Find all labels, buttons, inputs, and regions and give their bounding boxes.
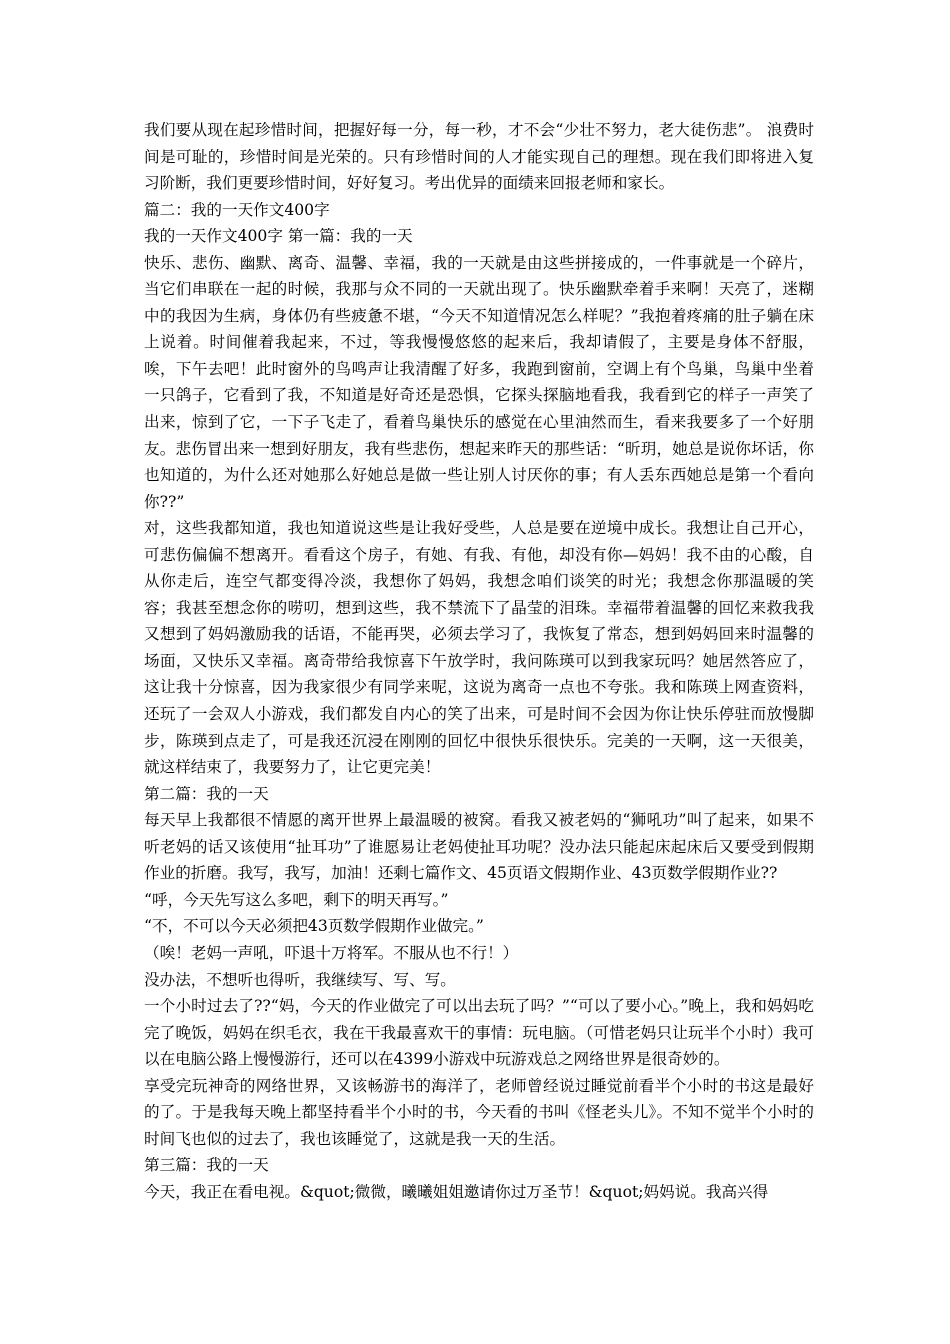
paragraph-body: 对，这些我都知道，我也知道说这些是让我好受些，人总是要在逆境中成长。我想让自己开心，可悲伤偏偏不想离开。看看这个房子，有她、有我、有他，却没有你—妈妈！我不由的心酸，自从你走后，连空气都变得冷淡，我想你了妈妈，我想念咱们谈笑的时光；我想念你那温暖的笑容；我甚至想念你的唠叨，想到这些，我不禁流下了晶莹的泪珠。幸福带着温馨的回忆来救我我又想到了妈妈激励我的话语，不能再哭，必须去学习了，我恢复了常态，想到妈妈回来时温馨的场面，又快乐又幸福。离奇带给我惊喜下午放学时，我问陈瑛可以到我家玩吗？她居然答应了，这让我十分惊喜，因为我家很少有同学来呢，这说为离奇一点也不夸张。我和陈瑛上网查资料，还玩了一会双人小游戏，我们都发自内心的笑了出来，可是时间不会因为你让快乐停驻而放慢脚步，陈瑛到点走了，可是我还沉浸在刚刚的回忆中很快乐很快乐。完美的一天啊，这一天很美，就这样结束了，我要努力了，让它更完美！: [144, 519, 814, 777]
chapter-heading-two: 第二篇：我的一天: [144, 784, 269, 803]
paragraph-body: 每天早上我都很不情愿的离开世界上最温暖的被窝。看我又被老妈的“狮吼功”叫了起来，如果不听老妈的话又该使用“扯耳功”了谁愿易让老妈使扯耳功呢？没办法只能起床起床后又要受到假期作业的折磨。我写，我写，加油！还剩七篇作文、45页语文假期作业、43页数学假期作业??: [144, 811, 814, 883]
paragraph-intro: 我们要从现在起珍惜时间，把握好每一分，每一秒，才不会“少壮不努力，老大徒伤悲”。 浪费时间是可耻的，珍惜时间是光荣的。只有珍惜时间的人才能实现自己的理想。现在我们即将进入复习阶断，我们更要珍惜时间，好好复习。考出优异的面绩来回报老师和家长。: [144, 121, 814, 193]
document-body: [144, 117, 814, 1205]
dialogue-line: “呼，今天先写这么多吧，剩下的明天再写。”: [144, 890, 449, 909]
chapter-heading-three: 第三篇：我的一天: [144, 1156, 269, 1175]
paragraph-body: 享受完玩神奇的网络世界，又该畅游书的海洋了，老师曾经说过睡觉前看半个小时的书这是最好的了。于是我每天晚上都坚持看半个小时的书，今天看的书叫《怪老头儿》。不知不觉半个小时的时间飞也似的过去了，我也该睡觉了，这就是我一天的生活。: [144, 1076, 814, 1148]
article-title: 我的一天作文400字 第一篇：我的一天: [144, 227, 413, 246]
paragraph-body: 没办法，不想听也得听，我继续写、写、写。: [144, 970, 456, 989]
paragraph-body: 一个小时过去了??“妈，今天的作业做完了可以出去玩了吗？”“可以了要小心。”晚上，我和妈妈吃完了晚饭，妈妈在织毛衣，我在干我最喜欢干的事情：玩电脑。（可惜老妈只让玩半个小时）我可以在电脑公路上慢慢游行，还可以在4399小游戏中玩游戏总之网络世界是很奇妙的。: [144, 997, 814, 1069]
aside-line: （唉！老妈一声吼，吓退十万将军。不服从也不行！）: [144, 943, 519, 962]
section-heading-part-two: 篇二：我的一天作文400字: [144, 200, 330, 219]
paragraph-body: 快乐、悲伤、幽默、离奇、温馨、幸福，我的一天就是由这些拼接成的，一件事就是一个碎片，当它们串联在一起的时候，我那与众不同的一天就出现了。快乐幽默牵着手来啊！天亮了，迷糊中的我因为生病，身体仍有些疲惫不堪，“今天不知道情况怎么样呢？”我抱着疼痛的肚子躺在床上说着。时间催着我起来，不过，等我慢慢悠悠的起来后，我却请假了，主要是身体不舒服，唉，下午去吧！此时窗外的鸟鸣声让我清醒了好多，我跑到窗前，空调上有个鸟巢，鸟巢中坐着一只鸽子，它看到了我，不知道是好奇还是恐惧，它探头探脑地看我，我看到它的样子一声笑了出来，惊到了它，一下子飞走了，看着鸟巢快乐的感觉在心里油然而生，看来我要多了一个好朋友。悲伤冒出来一想到好朋友，我有些悲伤，想起来昨天的那些话：“昕玥，她总是说你坏话，你也知道的，为什么还对她那么好她总是做一些让别人讨厌你的事；有人丢东西她总是第一个看向你??”: [144, 253, 814, 511]
paragraph-body: 今天，我正在看电视。&quot;微微，曦曦姐姐邀请你过万圣节！&quot;妈妈说。我高兴得: [144, 1182, 769, 1201]
dialogue-line: “不，不可以今天必须把43页数学假期作业做完。”: [144, 917, 484, 936]
